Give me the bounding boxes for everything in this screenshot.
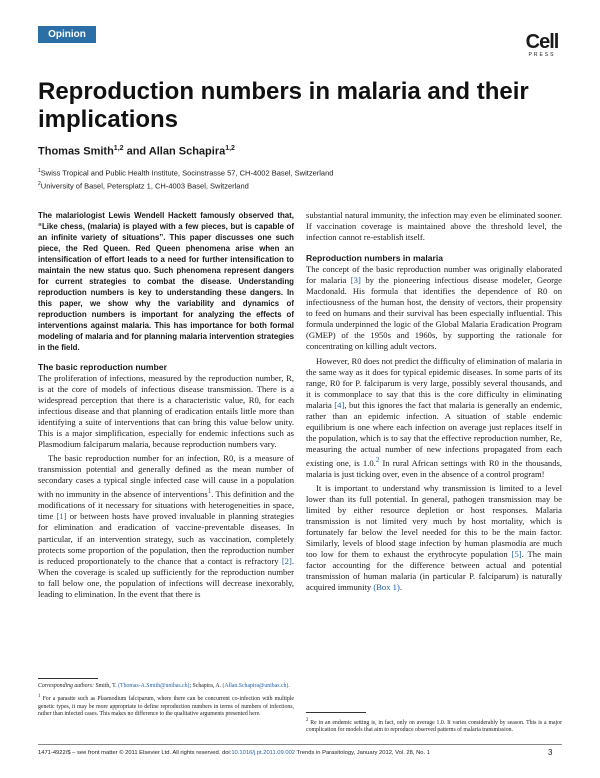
left-column	[38, 210, 294, 600]
abstract: The malariologist Lewis Wendell Hackett famously observed that, “Like chess, (malaria) is played with a few pieces, but is capable of an infinite variety of situations”. This paper discusses one such piece, the Red Queen. Red Queen phenomena arise when an intensification of effort leads to a need for further intensification to maintain the new status quo. Such phenomena represent dangers for current strategies to combat the disease. Understanding reproduction numbers is key to understanding these dangers. In this paper, we show why the variability and dynamics of reproduction numbers is important for analyzing the effects of interventions against malaria. This has importance for both formal modeling of malaria and for planning malaria intervention strategies in the field.	[38, 211, 294, 352]
footnote-divider	[306, 712, 366, 713]
author-list	[38, 142, 558, 159]
affiliation-marker[interactable]: 1,2	[225, 145, 235, 152]
footnote-divider	[38, 678, 98, 679]
paragraph-text: or between hosts have proved invaluable in planning strategies for elimination and eradication of vaccine-preventable diseases. In particular, if an intervention strategy, such as vaccination, completely protects some proportion of the population, then the reproduction number is reduced proportionately to the chance that a contact is refractory	[38, 511, 294, 566]
logo-main-text: Cell	[525, 31, 559, 53]
doi-link[interactable]: 10.1016/j.pt.2011.09.002	[231, 750, 296, 756]
logo-sub-text: PRESS	[528, 52, 556, 58]
page-footer	[38, 749, 562, 757]
body-paragraph	[306, 356, 562, 480]
citation-link[interactable]: [2]	[281, 555, 292, 566]
footnote-number: 1	[38, 694, 41, 700]
box-link[interactable]: (Box 1)	[373, 582, 400, 593]
corresponding-text: ; Schapira, A.	[189, 683, 223, 689]
footnote-2	[306, 717, 562, 735]
body-paragraph	[38, 453, 294, 599]
corresponding-authors	[38, 683, 294, 690]
paragraph-text: . The main factor accounting for the difference between actual and potential transmission of human malaria (in particular P. falciparum) is naturally acquired immunity	[306, 549, 563, 593]
body-paragraph	[306, 264, 562, 352]
author-name: Allan Schapira	[148, 145, 226, 158]
footnote-number: 2	[306, 718, 309, 723]
paragraph-text: . This definition and the modifications of it necessary for situations with heterogeneities in space, time	[38, 489, 294, 522]
footnotes-left	[38, 683, 294, 719]
affiliation-text: Swiss Tropical and Public Health Institute, Socinstrasse 57, CH-4002 Basel, Switzerland	[40, 168, 334, 178]
paragraph-text: . When the coverage is scaled up sufficiently for the reproduction number to fall below one, the population of infections will decrease inexorably, leading to elimination. In the event that there is	[38, 555, 294, 599]
paragraph-text: However, R0 does not predict the difficulty of elimination of malaria in the same way as it does for typical epidemic diseases. In some parts of its range, R0 for P. falciparum is very large, possibly several thousands, and it is commonplace to say that this is the core difficulty in eliminating malaria	[306, 355, 562, 410]
body-paragraph: substantial natural immunity, the infection may even be eliminated sooner. If vaccination coverage is maintained above the threshold level, the infection cannot re-establish itself.	[306, 210, 562, 243]
affiliations	[38, 166, 568, 191]
right-column	[306, 210, 562, 593]
affiliation-marker[interactable]: 1,2	[113, 145, 124, 152]
footer-text: 1471-4922/$ – see front matter © 2011 Elsevier Ltd. All rights reserved. doi:	[38, 750, 232, 756]
citation-link[interactable]: [3]	[350, 275, 361, 286]
author-separator: and	[123, 145, 149, 158]
body-paragraph: The proliferation of infections, measured by the reproduction number, R, is at the core of models of infectious disease transmission. There is a widespread perception that there is a characteristic value, R0, for each infectious disease and that planning of eradication entails little more than identifying a suite of interventions that can bring this value below unity. This is a major simplification, especially for endemic infections such as Plasmodium falciparum malaria, because reproduction numbers vary.	[38, 373, 294, 450]
footnote-text: For a parasite such as Plasmodium falciparum, where there can be concurrent co-infection with multiple genetic types, it may be more appropriate to define reproduction numbers in terms of numbers of infections, rather than infected cases. This makes no difference to the qualitative arguments presented here.	[38, 696, 294, 718]
author-name: Thomas Smith	[38, 145, 114, 158]
citation-link[interactable]: [5]	[511, 549, 522, 560]
footer-text: Trends in Parasitology, January 2012, Vol. 28, No. 1	[295, 750, 430, 756]
corresponding-text: .	[288, 683, 290, 689]
paragraph-text: .	[399, 582, 402, 593]
section-heading: Reproduction numbers in malaria	[306, 253, 444, 264]
paragraph-text: The concept of the basic reproduction number was originally elaborated for malaria	[306, 264, 562, 286]
page-number: 3	[548, 748, 553, 757]
affiliation-line	[38, 166, 568, 179]
footnote-1	[38, 693, 294, 718]
paragraph-text: , but this ignores the fact that malaria is generally an endemic, rather than an epidemic infection. A situation of stable endemic equilibrium is one where each infection on average just replaces itself in the population, which is to say that the effective reproduction number, Re, measuring the actual number of new infections propagated from each existing one, is 1.0.	[306, 399, 563, 468]
section-heading: The basic reproduction number	[38, 362, 167, 372]
affiliation-line	[38, 179, 568, 192]
footnotes-right	[306, 717, 562, 735]
footnote-text: Re in an endemic setting is, in fact, only on average 1.0. It varies considerably by season. This is a major complication for models that aim to reproduce observed patterns of malaria transmission.	[306, 719, 562, 734]
corresponding-text: Smith, T.	[94, 683, 119, 689]
paragraph-text: In rural African settings with R0 in the thousands, malaria is just ticking over, even in the absence of a control program!	[306, 457, 562, 479]
email-link[interactable]: (Thomas-A.Smith@unibas.ch)	[118, 683, 190, 689]
email-link[interactable]: (Allan.Schapira@unibas.ch)	[222, 683, 289, 689]
footnote-marker[interactable]: 2	[375, 455, 380, 464]
footer-divider	[38, 744, 562, 745]
citation-link[interactable]: [4]	[334, 399, 345, 410]
affiliation-number: 1	[38, 168, 41, 174]
body-paragraph	[306, 483, 562, 593]
affiliation-number: 2	[38, 180, 41, 187]
cell-press-logo	[519, 32, 565, 58]
citation-link[interactable]: [1]	[56, 511, 67, 522]
affiliation-text: University of Basel, Petersplatz 1, CH-4003 Basel, Switzerland	[40, 181, 249, 190]
paragraph-text: by the pioneering infectious disease modeler, George Macdonald. His formula that identifies the dependence of R0 on infectiousness of the human host, the density of vectors, their propensity to feed on humans and their survival has been especially influential. This formula underpinned the logic of the Global Malaria Eradication Program (GMEP) of the 1950s and 1960s, by supporting the rationale for concentrating on killing adult vectors.	[306, 275, 562, 352]
article-title: Reproduction numbers in malaria and their implications	[38, 78, 529, 133]
paragraph-text: The basic reproduction number for an infection, R0, is a measure of transmission potential and generally defined as the mean number of secondary cases a typical single infected case will cause in a population with no immunity in the absence of interventions	[38, 453, 294, 500]
paragraph-text: It is important to understand why transmission is limited to a level lower than its full potential. In general, pathogen transmission may be limited by either resource depletion or host responses. Malaria transmission is not limited very much by host mortality, which is fortunately far below the level needed for this to be the main factor. Similarly, levels of blood stage infection by human plasmodia are much too low for them to exhaust the erythrocyte population	[306, 482, 562, 560]
corresponding-label: Corresponding authors:	[38, 683, 94, 689]
section-tag: Opinion	[38, 26, 96, 43]
footnote-marker[interactable]: 1	[207, 487, 212, 496]
